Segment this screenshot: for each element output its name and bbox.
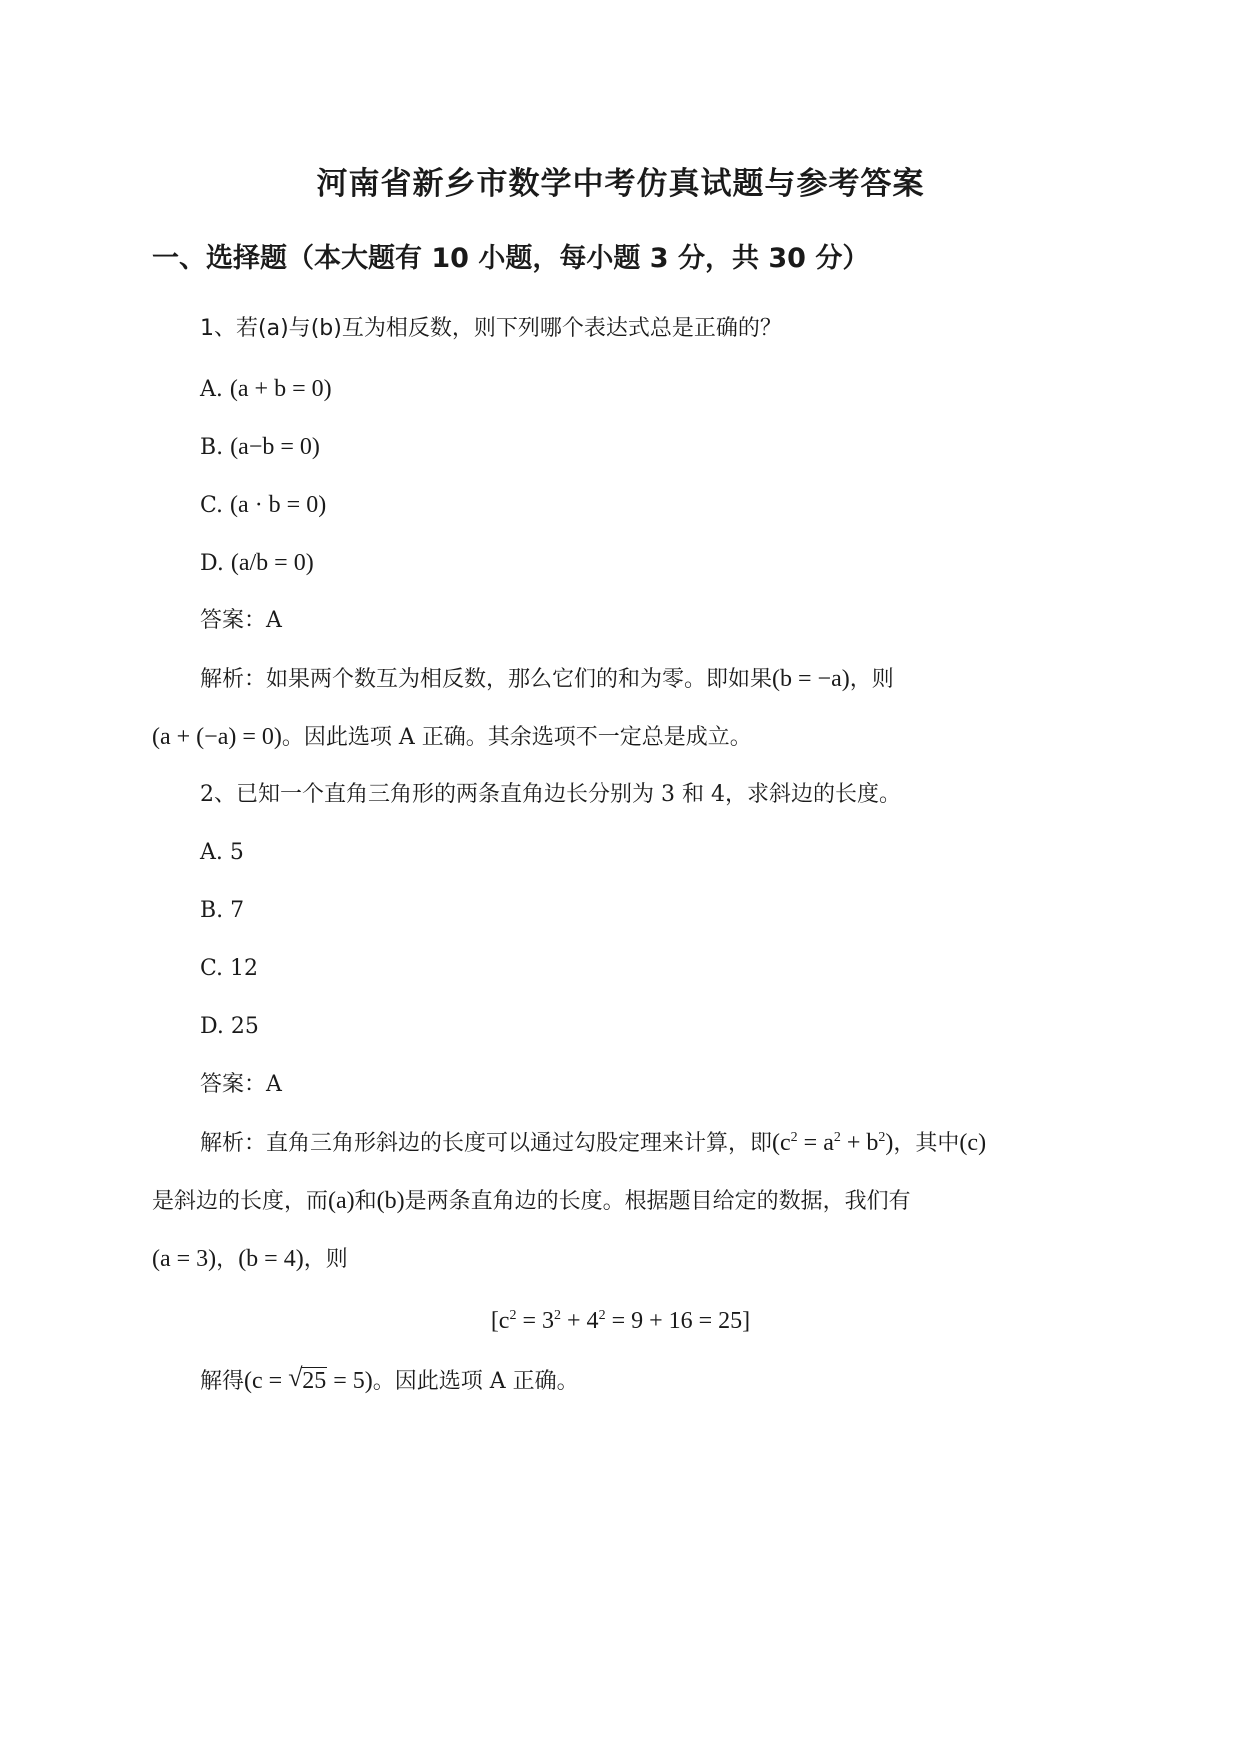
- option-letter: B.: [200, 435, 224, 460]
- option-b: [200, 896, 244, 926]
- option-c: [200, 954, 258, 984]
- math-part: (c: [772, 1130, 791, 1156]
- option-c: [200, 490, 326, 521]
- option-letter: A.: [200, 840, 223, 865]
- option-letter: D.: [200, 551, 224, 576]
- option-letter: D.: [200, 1014, 224, 1039]
- option-expression: (a · b = 0): [230, 492, 327, 518]
- superscript: 2: [833, 1130, 841, 1145]
- radical-icon: √: [288, 1363, 303, 1392]
- math-part: [c: [490, 1308, 510, 1334]
- superscript: 2: [878, 1130, 886, 1145]
- math-part: (c =: [244, 1368, 289, 1394]
- math-part: + 4: [561, 1308, 599, 1334]
- question-1-stem: [200, 314, 782, 344]
- math-part: = 9 + 16 = 25]: [605, 1308, 751, 1334]
- analysis-2-line-3: [152, 1244, 348, 1275]
- math-expression: [244, 1363, 373, 1394]
- math-part: + b: [840, 1130, 879, 1156]
- option-expression: (a/b = 0): [230, 550, 314, 576]
- math-part: ): [885, 1130, 894, 1156]
- math-expression: (b = −a): [772, 666, 850, 692]
- math-var: (b): [310, 316, 342, 341]
- radicand: 25: [302, 1368, 327, 1394]
- math-part: = 5): [327, 1368, 373, 1394]
- question-number: 1、: [200, 316, 236, 341]
- analysis-text: 是两条直角边的长度。根据题目给定的数据，我们有: [404, 1189, 911, 1214]
- analysis-text: ，则: [303, 1247, 348, 1272]
- superscript: 2: [598, 1308, 606, 1323]
- superscript: 2: [509, 1308, 517, 1323]
- square-root: [288, 1363, 327, 1396]
- analysis-1-line-2: [152, 722, 752, 753]
- analysis-text: 解析：直角三角形斜边的长度可以通过勾股定理来计算，即: [200, 1131, 773, 1156]
- pythagorean-formula: [772, 1130, 893, 1156]
- option-a: [200, 374, 332, 405]
- option-a: [200, 838, 244, 868]
- superscript: 2: [790, 1130, 798, 1145]
- analysis-text: ，其中: [893, 1131, 960, 1156]
- option-value: 7: [230, 898, 245, 923]
- analysis-text: ，: [216, 1247, 239, 1272]
- math-var: (c): [959, 1130, 987, 1156]
- option-letter: C.: [200, 493, 224, 518]
- section-heading: 一、选择题（本大题有 10 小题，每小题 3 分，共 30 分）: [152, 243, 870, 274]
- math-expression: (b = 4): [238, 1246, 304, 1272]
- math-var: (a): [258, 316, 289, 341]
- analysis-text: 。因此选项 A 正确。: [372, 1369, 579, 1394]
- math-expression: (a + (−a) = 0): [152, 724, 282, 750]
- option-letter: B.: [200, 898, 224, 923]
- question-text: 若: [236, 316, 259, 341]
- answer-1: 答案：A: [200, 608, 282, 633]
- question-text: 与: [288, 316, 311, 341]
- analysis-text: 。因此选项 A 正确。其余选项不一定总是成立。: [281, 725, 752, 750]
- analysis-2-line-1: [200, 1128, 986, 1159]
- question-text: 互为相反数，则下列哪个表达式总是正确的？: [341, 316, 782, 341]
- option-letter: A.: [200, 377, 223, 402]
- superscript: 2: [554, 1308, 562, 1323]
- option-d: [200, 1012, 259, 1042]
- analysis-1-line-1: [200, 664, 894, 695]
- option-expression: (a−b = 0): [230, 434, 320, 460]
- option-d: [200, 548, 314, 579]
- math-part: = 3: [516, 1308, 555, 1334]
- option-letter: C.: [200, 956, 224, 981]
- option-value: 25: [230, 1014, 259, 1039]
- math-part: = a: [797, 1130, 834, 1156]
- answer-2: 答案：A: [200, 1072, 282, 1097]
- analysis-text: ，则: [849, 667, 894, 692]
- math-expression: (a = 3): [152, 1246, 217, 1272]
- question-2-stem: 2、已知一个直角三角形的两条直角边长分别为 3 和 4，求斜边的长度。: [200, 782, 901, 807]
- option-value: 12: [230, 956, 259, 981]
- analysis-2-line-2: [152, 1186, 911, 1217]
- analysis-text: 解得: [200, 1369, 245, 1394]
- math-var: (a): [328, 1188, 355, 1214]
- analysis-text: 解析：如果两个数互为相反数，那么它们的和为零。即如果: [200, 667, 773, 692]
- analysis-text: 是斜边的长度，而: [152, 1189, 329, 1214]
- math-var: (b): [376, 1188, 405, 1214]
- final-result: [200, 1363, 579, 1397]
- page-title: 河南省新乡市数学中考仿真试题与参考答案: [316, 166, 925, 202]
- option-expression: (a + b = 0): [229, 376, 332, 402]
- display-equation: [0, 1306, 1241, 1336]
- option-b: [200, 432, 320, 463]
- analysis-text: 和: [354, 1189, 377, 1214]
- option-value: 5: [229, 840, 244, 865]
